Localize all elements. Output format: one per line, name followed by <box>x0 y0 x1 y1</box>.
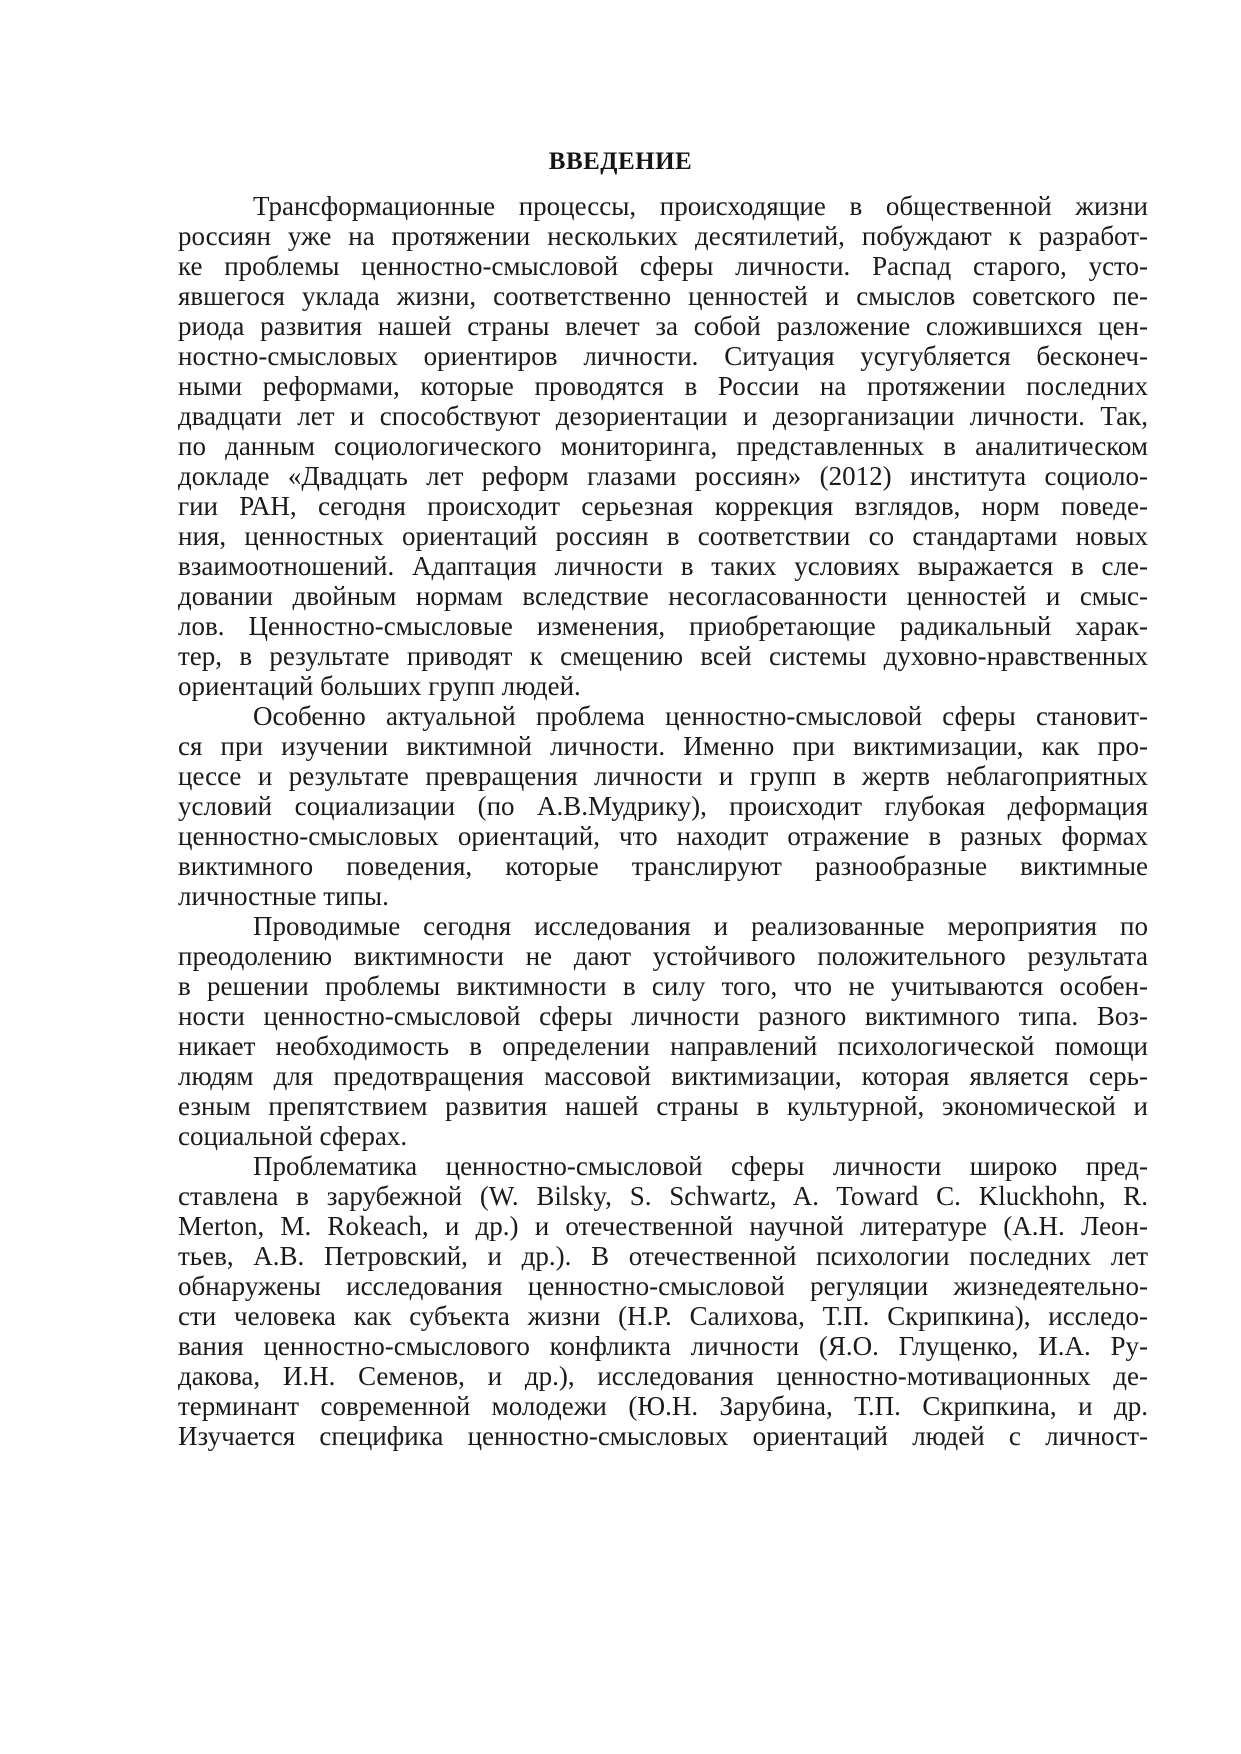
text-line: в решении проблемы виктимности в силу того, что не учитываются особен- <box>178 971 1148 1001</box>
text-line: ориентаций больших групп людей. <box>178 671 581 701</box>
text-line: Изучается специфика ценностно-смысловых ориентаций людей с личност- <box>178 1421 1148 1451</box>
text-line: никает необходимость в определении направлений психологической помощи <box>178 1031 1148 1061</box>
text-line: лов. Ценностно-смысловые изменения, приобретающие радикальный харак- <box>178 611 1148 641</box>
text-line: личностные типы. <box>178 881 389 911</box>
text-line: цессе и результате превращения личности и групп в жертв неблагоприятных <box>178 761 1148 791</box>
text-line: Проводимые сегодня исследования и реализованные мероприятия по <box>253 911 1148 941</box>
text-line: по данным социологического мониторинга, представленных в аналитическом <box>178 431 1148 461</box>
text-line: условий социализации (по А.В.Мудрику), происходит глубокая деформация <box>178 791 1148 821</box>
text-line: дакова, И.Н. Семенов, и др.), исследования ценностно-мотивационных де- <box>178 1361 1148 1391</box>
page-title: ВВЕДЕНИЕ <box>548 148 693 175</box>
text-line: ке проблемы ценностно-смысловой сферы личности. Распад старого, усто- <box>178 251 1148 281</box>
text-line: докладе «Двадцать лет реформ глазами россиян» (2012) института социоло- <box>178 461 1148 491</box>
text-line: ными реформами, которые проводятся в России на протяжении последних <box>178 371 1148 401</box>
text-line: Особенно актуальной проблема ценностно-смысловой сферы становит- <box>253 701 1148 731</box>
text-line: людям для предотвращения массовой виктимизации, которая является серь- <box>178 1061 1148 1091</box>
text-line: езным препятствием развития нашей страны в культурной, экономической и <box>178 1091 1148 1121</box>
text-line: довании двойным нормам вследствие несогласованности ценностей и смыс- <box>178 581 1148 611</box>
text-line: взаимоотношений. Адаптация личности в таких условиях выражается в сле- <box>178 551 1148 581</box>
text-line: двадцати лет и способствуют дезориентации и дезорганизации личности. Так, <box>178 401 1148 431</box>
text-line: ставлена в зарубежной (W. Bilsky, S. Schwartz, A. Toward C. Kluckhohn, R. <box>178 1181 1148 1211</box>
text-line: риода развития нашей страны влечет за собой разложение сложившихся цен- <box>178 311 1148 341</box>
text-line: явшегося уклада жизни, соответственно ценностей и смыслов советского пе- <box>178 281 1148 311</box>
text-line: терминант современной молодежи (Ю.Н. Зарубина, Т.П. Скрипкина, и др. <box>178 1391 1148 1421</box>
text-line: ности ценностно-смысловой сферы личности разного виктимного типа. Воз- <box>178 1001 1148 1031</box>
text-line: вания ценностно-смыслового конфликта личности (Я.О. Глущенко, И.А. Ру- <box>178 1331 1148 1361</box>
text-line: ностно-смысловых ориентиров личности. Ситуация усугубляется бесконеч- <box>178 341 1148 371</box>
text-line: преодолению виктимности не дают устойчивого положительного результата <box>178 941 1148 971</box>
text-line: Проблематика ценностно-смысловой сферы личности широко пред- <box>253 1151 1148 1181</box>
text-line: обнаружены исследования ценностно-смысловой регуляции жизнедеятельно- <box>178 1271 1148 1301</box>
text-line: гии РАН, сегодня происходит серьезная коррекция взглядов, норм поведе- <box>178 491 1148 521</box>
text-line: Трансформационные процессы, происходящие в общественной жизни <box>253 191 1148 221</box>
text-line: ния, ценностных ориентаций россиян в соответствии со стандартами новых <box>178 521 1148 551</box>
text-line: тер, в результате приводят к смещению всей системы духовно-нравственных <box>178 641 1148 671</box>
text-line: Merton, M. Rokeach, и др.) и отечественной научной литературе (А.Н. Леон- <box>178 1211 1148 1241</box>
text-line: ценностно-смысловых ориентаций, что находит отражение в разных формах <box>178 821 1148 851</box>
text-line: ся при изучении виктимной личности. Именно при виктимизации, как про- <box>178 731 1148 761</box>
text-line: сти человека как субъекта жизни (Н.Р. Салихова, Т.П. Скрипкина), исследо- <box>178 1301 1148 1331</box>
text-line: социальной сферах. <box>178 1121 408 1151</box>
text-line: россиян уже на протяжении нескольких десятилетий, побуждают к разработ- <box>178 221 1148 251</box>
text-line: виктимного поведения, которые транслируют разнообразные виктимные <box>178 851 1148 881</box>
text-line: тьев, А.В. Петровский, и др.). В отечественной психологии последних лет <box>178 1241 1148 1271</box>
